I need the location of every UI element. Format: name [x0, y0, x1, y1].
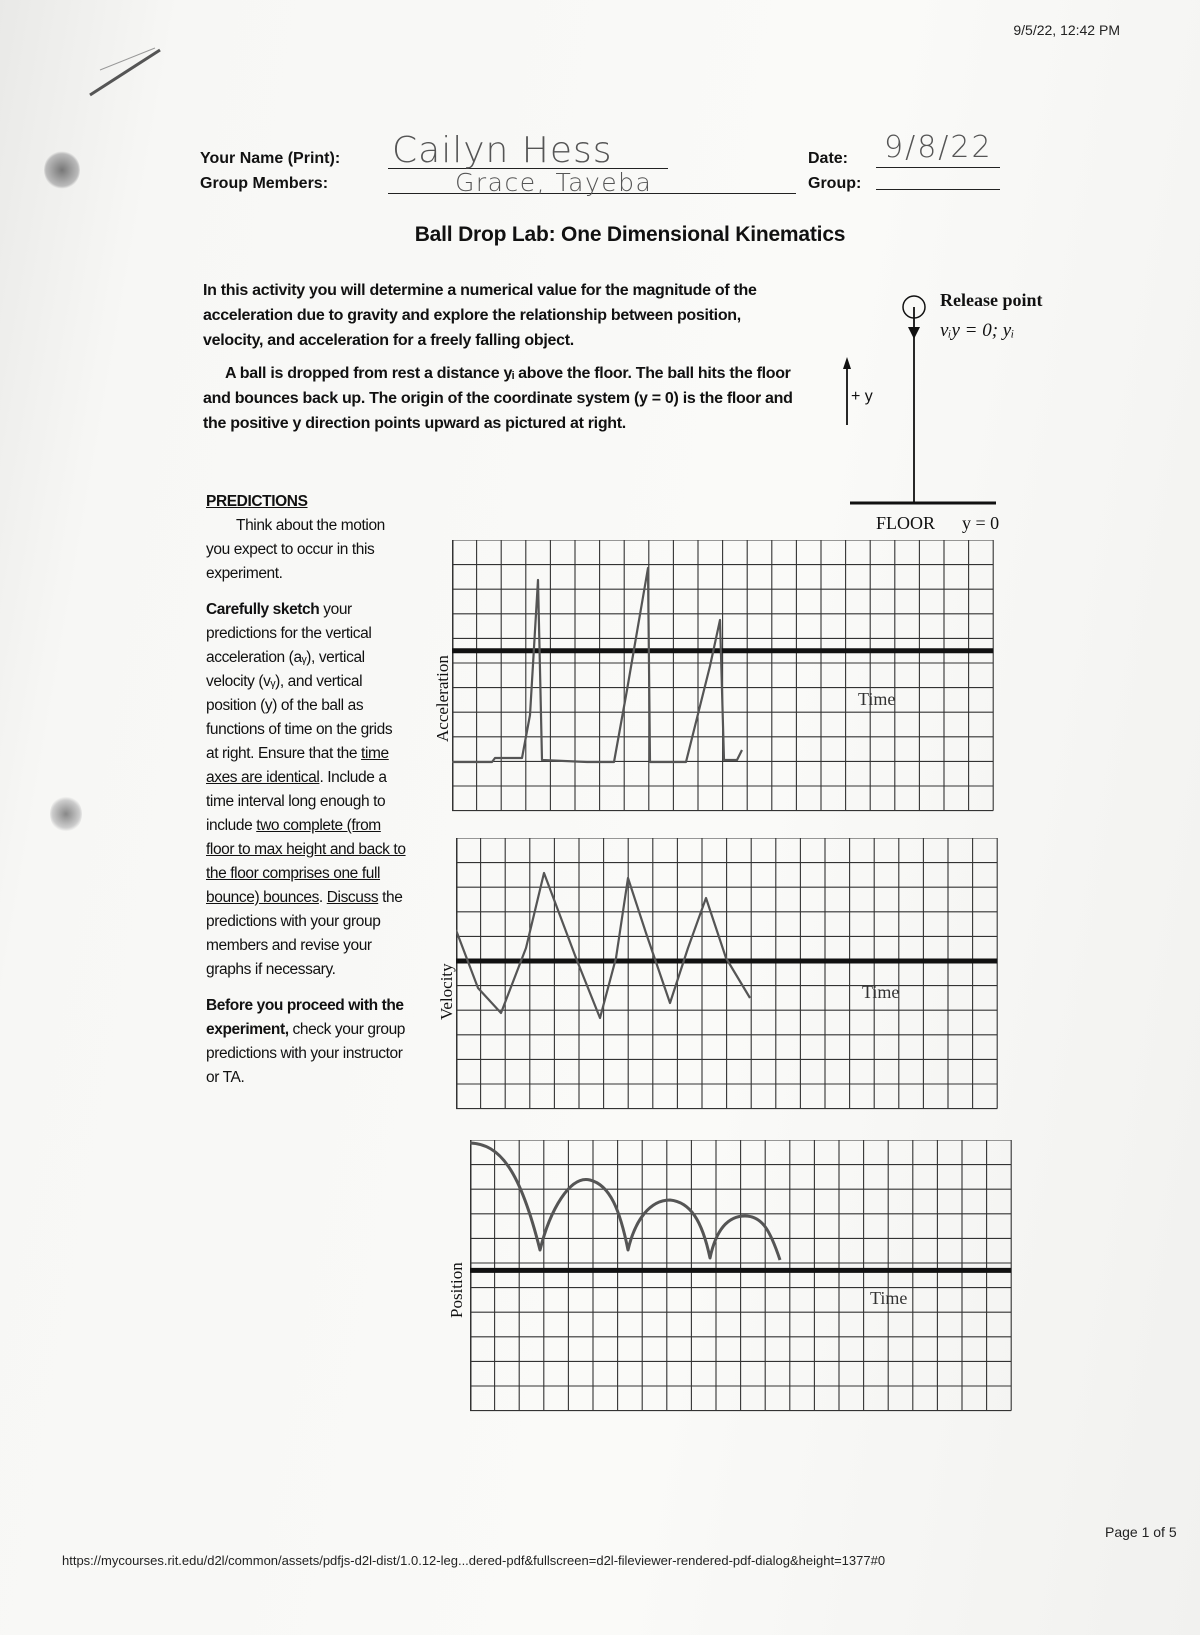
group-members-handwriting: Grace, Tayeba — [455, 168, 653, 197]
discuss-underlined: Discuss — [326, 889, 379, 906]
group-members-label: Group Members: — [200, 175, 329, 192]
plus-y-arrow-icon — [843, 357, 851, 369]
page-title: Ball Drop Lab: One Dimensional Kinematics — [414, 223, 846, 246]
position-axis-label: Position — [447, 1262, 466, 1318]
drop-arrow — [908, 327, 920, 339]
acceleration-axis-label: Acceleration — [433, 655, 452, 742]
page-count: Page 1 of 5 — [1105, 1524, 1177, 1540]
name-handwriting: Cailyn Hess — [392, 130, 613, 171]
date-label: Date: — [808, 150, 849, 167]
p2-text-a: your predictions for the vertical acceleration (aᵧ), vertical velocity (vᵧ), and vertical position (y) of the ball as functions of time on the grids at right. Ensure that the — [206, 601, 393, 762]
plus-y-label: + y — [851, 388, 873, 405]
page-url: https://mycourses.rit.edu/d2l/common/assets/pdfjs-d2l-dist/1.0.12-leg...dered-pdf&fullscreen=d2l-fileviewer-rendered-pdf-dialog&height=1377#0 — [62, 1553, 886, 1568]
position-grid — [470, 1140, 1070, 1425]
velocity-sketch — [456, 873, 750, 1018]
before-proceed-bold: Before you proceed with the experiment, — [206, 997, 404, 1038]
position-sketch — [470, 1143, 780, 1260]
p3-text: check your group predictions with your instructor or TA. — [206, 1021, 406, 1086]
hole-punch-top — [44, 150, 80, 190]
intro-paragraph-2: A ball is dropped from rest a distance yᵢ above the floor. The ball hits the floor and bounces back up. The origin of the coordinate system (y = 0) is the floor and the positive y direction points upward as pictured at right. — [203, 365, 793, 432]
floor-equation: y = 0 — [962, 513, 1000, 533]
predictions-paragraph-2 — [206, 598, 406, 982]
velocity-axis-label: Velocity — [437, 963, 456, 1020]
hole-punch-middle — [50, 795, 82, 833]
date-handwriting: 9/8/22 — [884, 130, 993, 165]
predictions-sidebar — [206, 490, 406, 1102]
release-equation: vᵢy = 0; yᵢ — [940, 320, 1015, 341]
velocity-grid — [456, 838, 1056, 1118]
predictions-paragraph-1: Think about the motion you expect to occur in this experiment. — [206, 517, 385, 582]
predictions-paragraph-3 — [206, 994, 406, 1090]
date-line — [876, 167, 1000, 168]
floor-label: FLOOR — [876, 513, 936, 533]
name-label: Your Name (Print): — [200, 150, 341, 167]
position-time-label: Time — [870, 1288, 908, 1308]
print-timestamp: 9/5/22, 12:42 PM — [1013, 22, 1120, 38]
release-point-label: Release point — [940, 290, 1043, 310]
acceleration-time-label: Time — [858, 689, 896, 709]
intro-text — [203, 278, 803, 444]
group-line — [876, 189, 1000, 190]
p2-text-d: the predictions with your group members and revise your graphs if necessary. — [206, 889, 403, 978]
two-bounces-underlined: two complete (from floor to max height and back to the floor comprises one full bounce) bounces — [206, 817, 406, 906]
scan-pen-mark — [80, 40, 170, 100]
velocity-time-label: Time — [862, 982, 900, 1002]
carefully-sketch-bold: Carefully sketch — [206, 601, 320, 618]
group-label: Group: — [808, 175, 862, 192]
time-axes-underlined: time axes are identical — [206, 745, 389, 786]
p2-text-b: . Include a time interval long enough to include — [206, 769, 387, 834]
acceleration-grid — [452, 540, 1052, 820]
predictions-heading: PREDICTIONS — [206, 493, 308, 510]
p2-text-c: . — [318, 889, 327, 906]
intro-paragraph-1: In this activity you will determine a numerical value for the magnitude of the acceleration due to gravity and explore the relationship between position, velocity, and acceleration for a freely falling object. — [203, 282, 757, 349]
